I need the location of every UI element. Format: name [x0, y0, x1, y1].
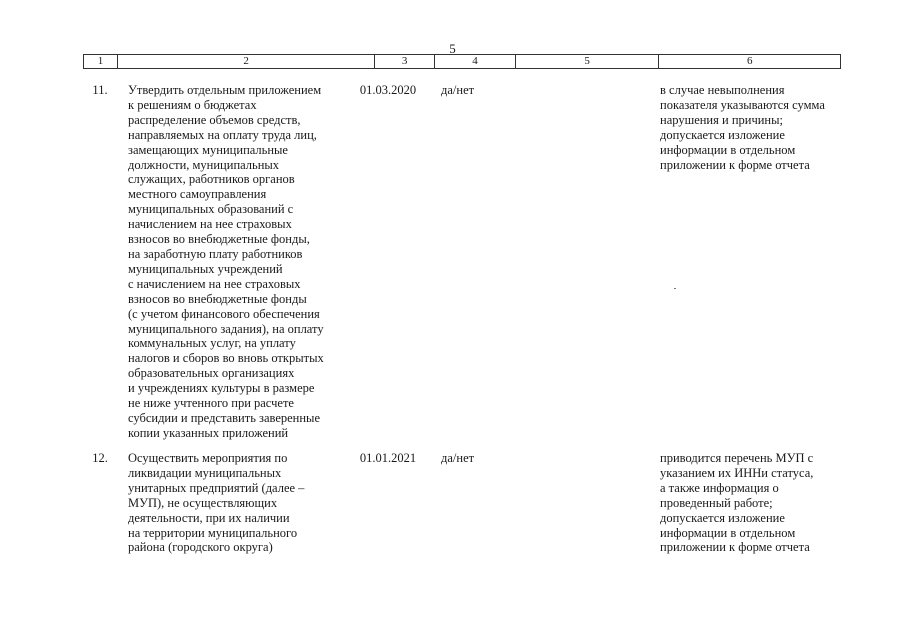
row-deadline-date: 01.01.2021: [359, 451, 417, 465]
header-col-1: 1: [84, 55, 118, 68]
row-requirement-text: Утвердить отдельным приложением к решениям о бюджетах распределение объемов средств, направляемых на оплату труда лиц, замещающих муниципальные должности, муниципальных служащих, работников органов местного самоуправления муниципальных образований с начислением на нее страховых взносов во внебюджетные фонды, на заработную плату работников муниципальных учреждений с начислением на нее страховых взносов во внебюджетные фонды (с учетом финансового обеспечения муниципального задания), на оплату коммунальных услуг, на уплату налогов и сборов во вновь открытых образовательных организациях и учреждениях культуры в размере не ниже учтенного при расчете субсидии и представить заверенные копии указанных приложений: [128, 83, 324, 440]
row-note-text: в случае невыполнения показателя указываются сумма нарушения и причины; допускается изложение информации в отдельном приложении к форме отчета: [660, 83, 825, 172]
row-status-flag: да/нет: [441, 83, 475, 97]
row-requirement-text: Осуществить мероприятия по ликвидации муниципальных унитарных предприятий (далее – МУП), не осуществляющих деятельности, при их наличии на территории муниципального района (городского округа): [128, 451, 305, 555]
row-number: 12.: [92, 451, 108, 465]
header-col-5: 5: [516, 55, 660, 68]
header-col-3: 3: [375, 55, 435, 68]
header-col-4: 4: [435, 55, 516, 68]
header-col-2: 2: [118, 55, 375, 68]
header-col-6: 6: [746, 55, 753, 67]
scan-speck: [674, 288, 676, 289]
page-number: 5: [449, 41, 456, 56]
row-number: 11.: [92, 83, 108, 97]
row-note-text: приводится перечень МУП с указанием их ИННи статуса, а также информация о проведенный работе; допускается изложение информации в отдельном приложении к форме отчета: [660, 451, 814, 555]
row-deadline-date: 01.03.2020: [359, 83, 417, 97]
table-header-row: [83, 54, 841, 69]
row-status-flag: да/нет: [441, 451, 475, 465]
